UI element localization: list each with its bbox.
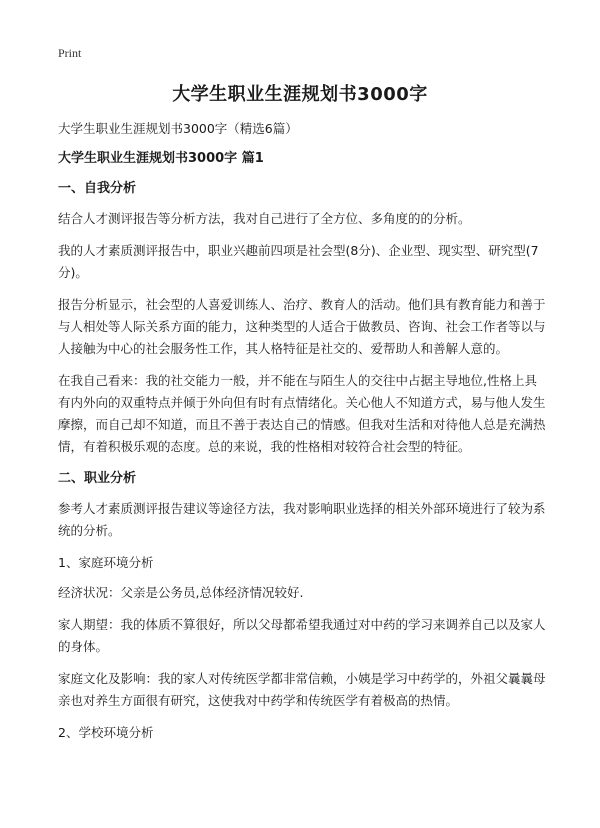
paragraph: 经济状况：父亲是公务员,总体经济情况较好. [58,585,304,600]
paragraph: 家庭文化及影响：我的家人对传统医学都非常信赖，小姨是学习中药学的，外祖父曩曩母亲也对养生方面很有研究，这使我对中药学和传统医学有着极高的热情。 [58,671,546,708]
section-heading-self-analysis: 一、自我分析 [58,181,137,196]
paragraph: 我的人才素质测评报告中，职业兴趣前四项是社会型(8分)、企业型、现实型、研究型(7分)。 [58,243,539,280]
paragraph: 参考人才素质测评报告建议等途径方法，我对影响职业选择的相关外部环境进行了较为系统的分析。 [58,501,546,538]
paragraph: 报告分析显示，社会型的人喜爱训练人、治疗、教育人的活动。他们具有教育能力和善于与人相处等人际关系方面的能力，这种类型的人适合于做教员、咨询、社会工作者等以与人接触为中心的社会服务性工作，其人格特征是社交的、爱帮助人和善解人意的。 [58,297,546,356]
paragraph: 在我自己看来：我的社交能力一般，并不能在与陌生人的交往中占据主导地位,性格上具有内外向的双重特点并倾于外向但有时有点情绪化。关心他人不知道方式，易与他人发生摩擦，而自己却不知道，而且不善于表达自己的情感。但我对生活和对待他人总是充满热情，有着积极乐观的态度。总的来说，我的性格相对较符合社会型的特征。 [58,373,546,454]
print-label: Print [58,46,82,60]
section-heading-career-analysis: 二、职业分析 [58,471,137,486]
paragraph: 结合人才测评报告等分析方法，我对自己进行了全方位、多角度的的分析。 [58,211,471,226]
article-heading: 大学生职业生涯规划书3000字 篇1 [58,151,264,166]
paragraph: 家人期望：我的体质不算很好，所以父母都希望我通过对中药的学习来调养自己以及家人的身体。 [58,617,546,654]
document-subtitle: 大学生职业生涯规划书3000字（精选6篇） [58,121,298,136]
subsection-heading-family: 1、家庭环境分析 [58,555,154,570]
subsection-heading-school: 2、学校环境分析 [58,725,154,740]
document-body [58,118,548,752]
document-title: 大学生职业生涯规划书3000字 [172,84,428,105]
